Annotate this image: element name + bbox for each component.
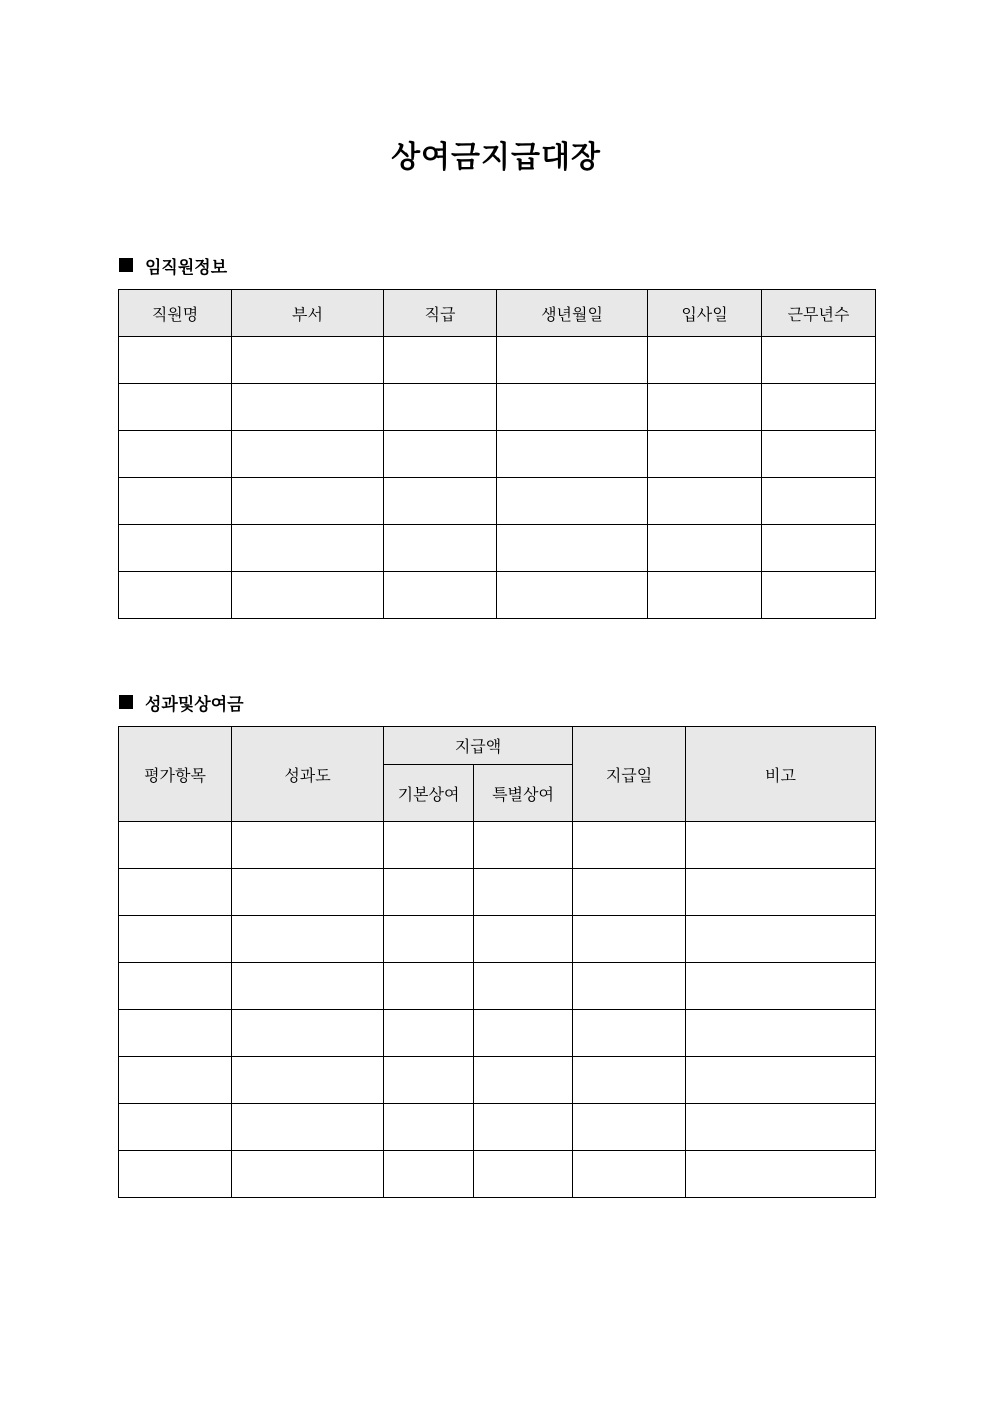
table-cell[interactable] [497, 525, 648, 572]
table-cell[interactable] [474, 1057, 573, 1104]
column-header-department: 부서 [232, 290, 384, 337]
table-cell[interactable] [497, 431, 648, 478]
table-cell[interactable] [119, 525, 232, 572]
table-cell[interactable] [384, 1104, 474, 1151]
table-cell[interactable] [686, 1151, 876, 1198]
table-row [119, 431, 876, 478]
table-row [119, 1151, 876, 1198]
table-cell[interactable] [686, 1104, 876, 1151]
table-row [119, 1057, 876, 1104]
table-cell[interactable] [119, 337, 232, 384]
column-header-years-of-service: 근무년수 [762, 290, 876, 337]
performance-bonus-table [118, 726, 876, 1198]
column-header-special-bonus: 특별상여 [474, 765, 573, 822]
table-cell[interactable] [232, 1151, 384, 1198]
table-cell[interactable] [119, 869, 232, 916]
table-row [119, 1010, 876, 1057]
table-cell[interactable] [648, 384, 762, 431]
table-cell[interactable] [474, 963, 573, 1010]
table-cell[interactable] [232, 1057, 384, 1104]
bonus-section-heading [119, 690, 244, 714]
table-cell[interactable] [232, 337, 384, 384]
table-cell[interactable] [384, 431, 497, 478]
table-cell[interactable] [384, 384, 497, 431]
table-cell[interactable] [119, 384, 232, 431]
table-cell[interactable] [573, 1057, 686, 1104]
employee-section-heading [119, 253, 227, 277]
table-cell[interactable] [573, 869, 686, 916]
table-row [119, 478, 876, 525]
employee-section-title: 임직원정보 [145, 257, 228, 278]
column-header-basic-bonus: 기본상여 [384, 765, 474, 822]
table-cell[interactable] [648, 337, 762, 384]
table-cell[interactable] [119, 431, 232, 478]
table-cell[interactable] [232, 822, 384, 869]
table-cell[interactable] [384, 1010, 474, 1057]
table-cell[interactable] [686, 869, 876, 916]
table-cell[interactable] [384, 822, 474, 869]
bonus-header-row [119, 727, 876, 765]
column-header-performance: 성과도 [232, 727, 384, 822]
table-cell[interactable] [686, 1057, 876, 1104]
table-cell[interactable] [119, 1010, 232, 1057]
table-cell[interactable] [573, 822, 686, 869]
table-cell[interactable] [384, 916, 474, 963]
table-cell[interactable] [384, 1057, 474, 1104]
table-cell[interactable] [119, 916, 232, 963]
table-row [119, 963, 876, 1010]
bonus-section-title: 성과및상여금 [145, 694, 244, 715]
table-cell[interactable] [119, 963, 232, 1010]
employee-info-table [118, 289, 876, 619]
table-cell[interactable] [474, 916, 573, 963]
column-header-name: 직원명 [119, 290, 232, 337]
table-cell[interactable] [232, 1104, 384, 1151]
table-cell[interactable] [474, 822, 573, 869]
table-cell[interactable] [474, 869, 573, 916]
table-cell[interactable] [232, 384, 384, 431]
employee-header-row [119, 290, 876, 337]
table-cell[interactable] [573, 1104, 686, 1151]
table-cell[interactable] [384, 525, 497, 572]
table-cell[interactable] [648, 478, 762, 525]
column-header-birthdate: 생년월일 [497, 290, 648, 337]
table-cell[interactable] [232, 1010, 384, 1057]
table-cell[interactable] [119, 478, 232, 525]
table-cell[interactable] [648, 431, 762, 478]
table-cell[interactable] [232, 916, 384, 963]
table-cell[interactable] [648, 525, 762, 572]
table-cell[interactable] [232, 869, 384, 916]
table-cell[interactable] [232, 478, 384, 525]
table-cell[interactable] [384, 337, 497, 384]
table-cell[interactable] [686, 822, 876, 869]
table-cell[interactable] [573, 963, 686, 1010]
table-cell[interactable] [573, 1010, 686, 1057]
table-cell[interactable] [384, 572, 497, 619]
table-row [119, 384, 876, 431]
table-cell[interactable] [119, 572, 232, 619]
table-row [119, 916, 876, 963]
table-cell[interactable] [497, 478, 648, 525]
table-cell[interactable] [384, 869, 474, 916]
square-bullet-icon [119, 695, 133, 709]
table-cell[interactable] [686, 963, 876, 1010]
table-cell[interactable] [762, 572, 876, 619]
table-cell[interactable] [497, 572, 648, 619]
table-cell[interactable] [497, 337, 648, 384]
table-row [119, 525, 876, 572]
document-title: 상여금지급대장 [391, 140, 601, 175]
table-cell[interactable] [762, 478, 876, 525]
table-row [119, 1104, 876, 1151]
column-header-evaluation-item: 평가항목 [119, 727, 232, 822]
table-cell[interactable] [232, 963, 384, 1010]
column-header-hire-date: 입사일 [648, 290, 762, 337]
table-cell[interactable] [497, 384, 648, 431]
table-cell[interactable] [474, 1104, 573, 1151]
table-cell[interactable] [384, 1151, 474, 1198]
table-cell[interactable] [573, 1151, 686, 1198]
table-row [119, 572, 876, 619]
column-header-payment-date: 지급일 [573, 727, 686, 822]
table-row [119, 822, 876, 869]
table-cell[interactable] [762, 337, 876, 384]
table-cell[interactable] [686, 916, 876, 963]
table-row [119, 337, 876, 384]
table-cell[interactable] [648, 572, 762, 619]
table-cell[interactable] [119, 822, 232, 869]
column-header-remarks: 비고 [686, 727, 876, 822]
column-header-payment-amount: 지급액 [384, 727, 573, 765]
table-cell[interactable] [384, 963, 474, 1010]
table-cell[interactable] [232, 572, 384, 619]
table-cell[interactable] [232, 525, 384, 572]
table-cell[interactable] [762, 525, 876, 572]
column-header-position: 직급 [384, 290, 497, 337]
table-cell[interactable] [573, 916, 686, 963]
table-row [119, 869, 876, 916]
table-cell[interactable] [474, 1151, 573, 1198]
table-cell[interactable] [119, 1057, 232, 1104]
table-cell[interactable] [762, 384, 876, 431]
table-cell[interactable] [686, 1010, 876, 1057]
table-cell[interactable] [232, 431, 384, 478]
table-cell[interactable] [384, 478, 497, 525]
square-bullet-icon [119, 258, 133, 272]
table-cell[interactable] [119, 1104, 232, 1151]
table-cell[interactable] [762, 431, 876, 478]
table-cell[interactable] [119, 1151, 232, 1198]
table-cell[interactable] [474, 1010, 573, 1057]
